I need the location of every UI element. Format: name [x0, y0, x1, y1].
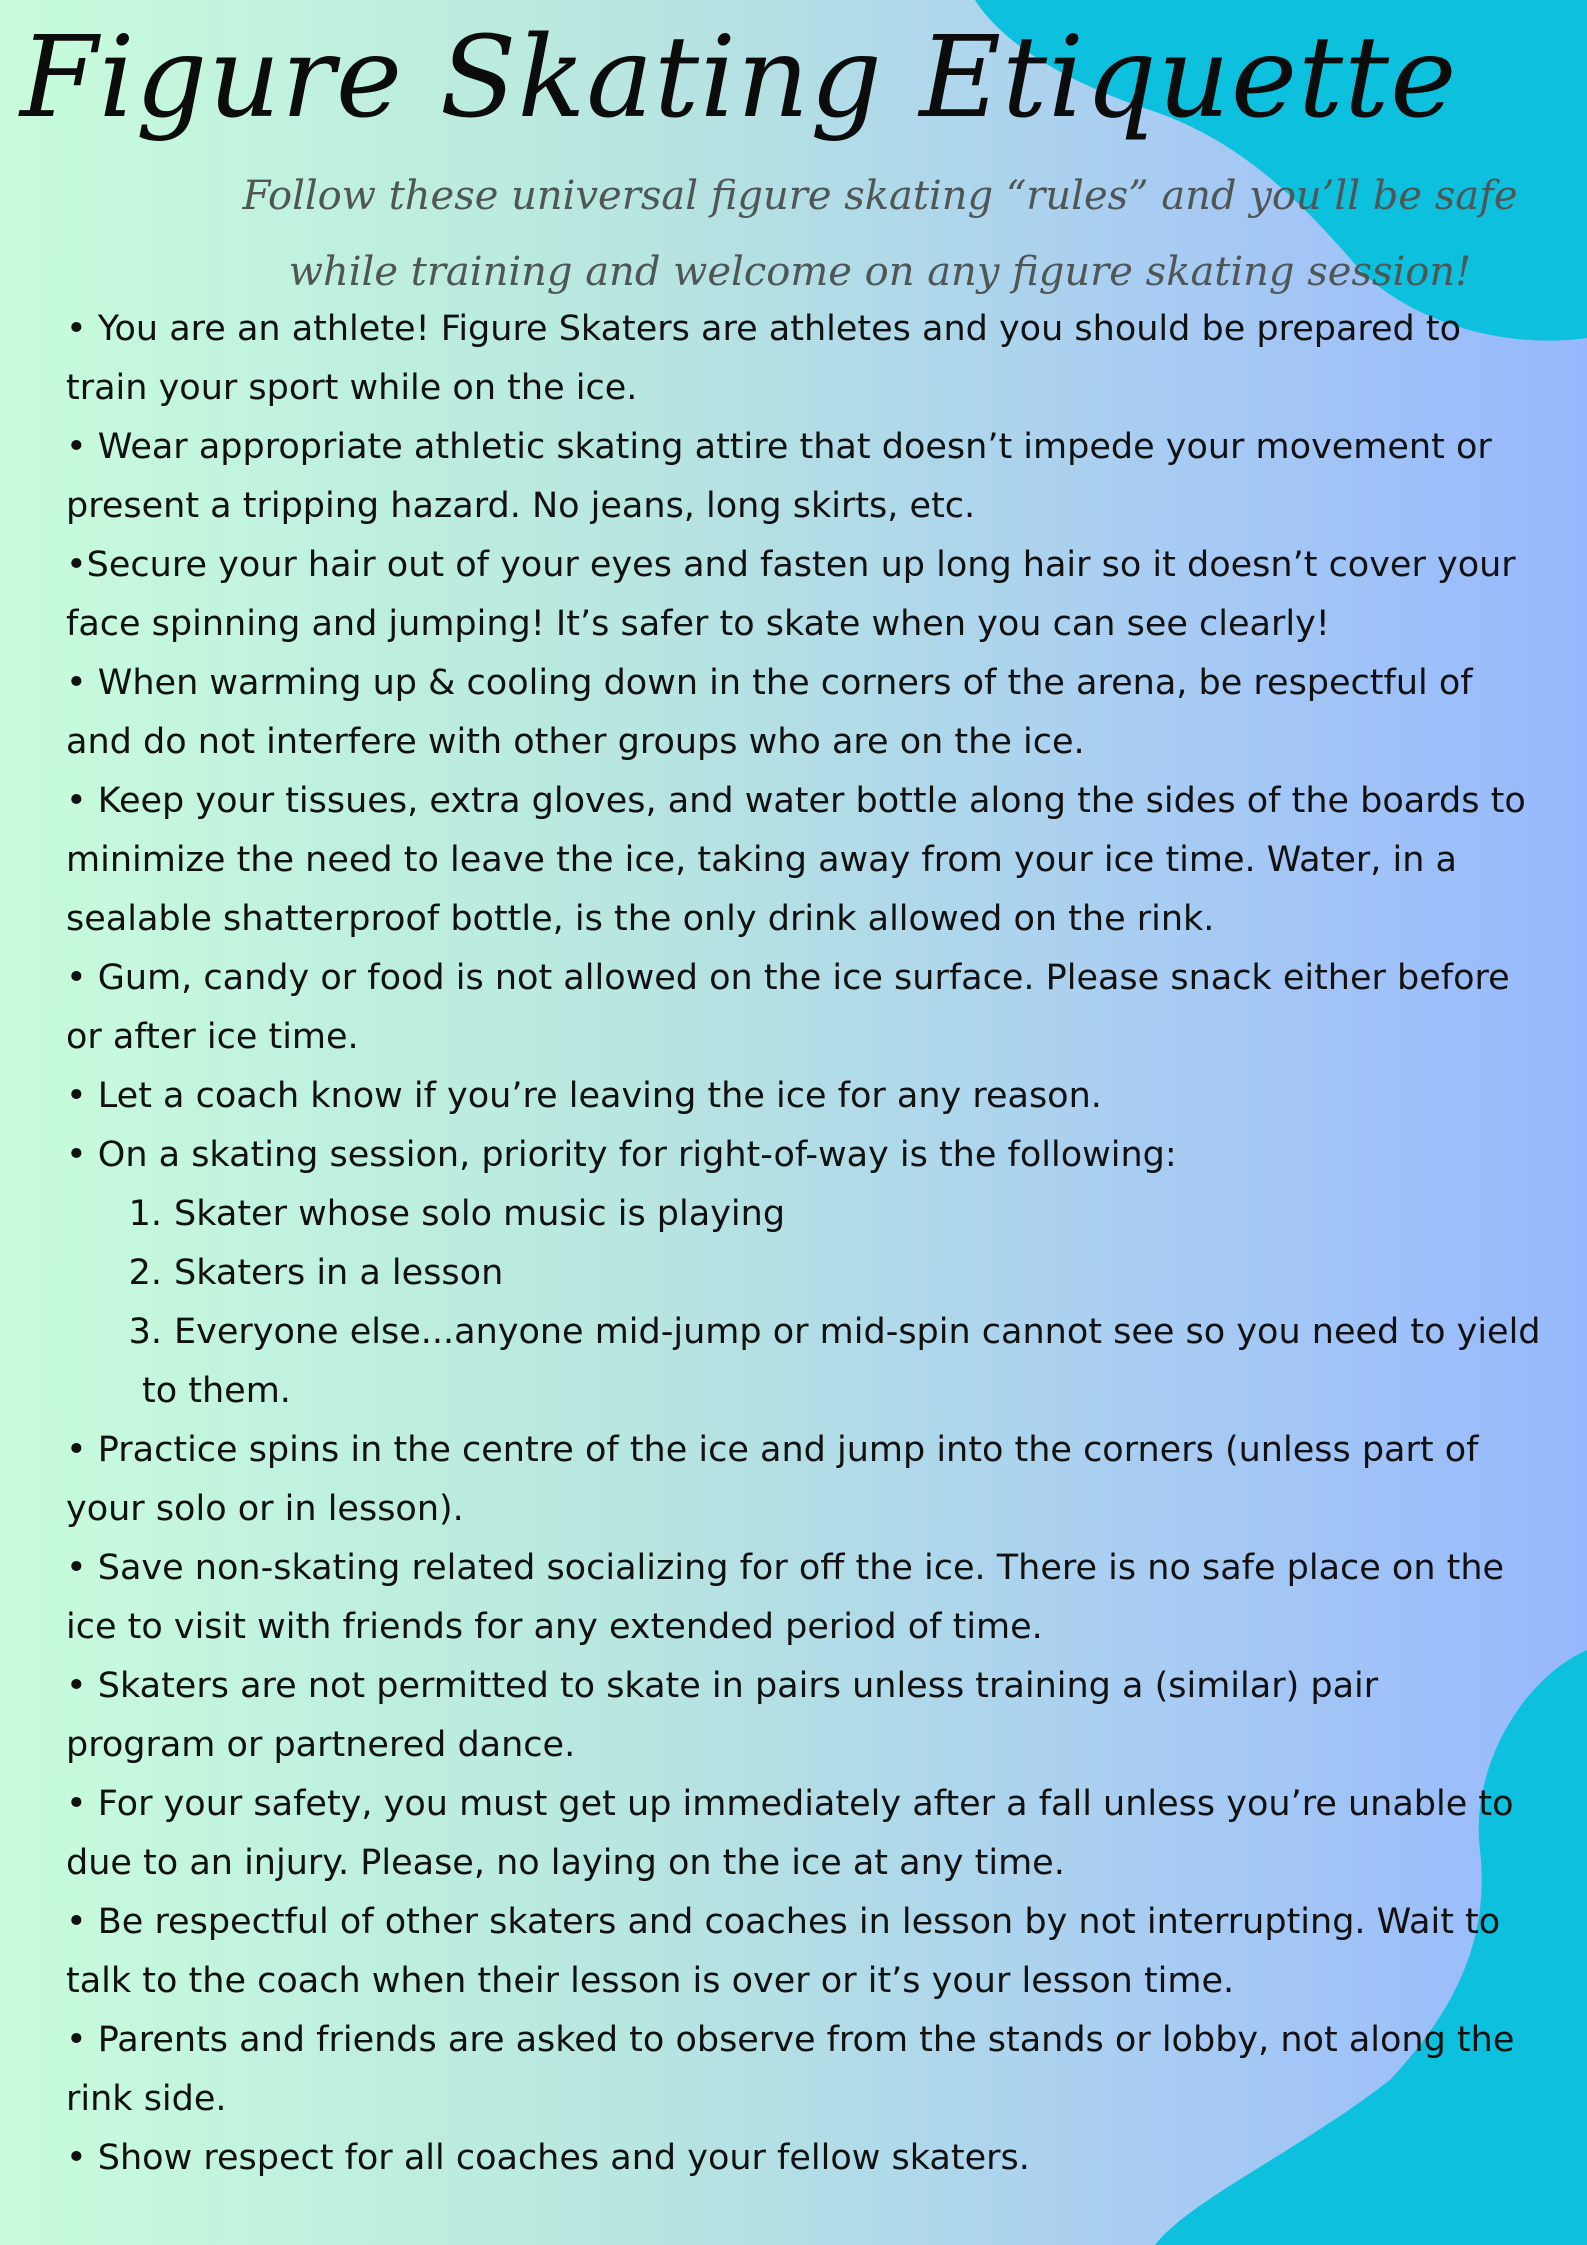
priority-text: Everyone else...anyone mid-jump or mid-spin cannot see so you need to yield to them.: [142, 1312, 1541, 1411]
priority-number: 3.: [128, 1312, 162, 1352]
rule-item: • Wear appropriate athletic skating attire that doesn’t impede your movement or present a tripping hazard. No jeans, long skirts, etc.: [66, 427, 1492, 526]
right-of-way-priority-list: [66, 1185, 1541, 1421]
rule-item: • Parents and friends are asked to observe from the stands or lobby, not along the rink side.: [66, 2020, 1515, 2119]
priority-item: [104, 1244, 1542, 1303]
rule-item: • Skaters are not permitted to skate in pairs unless training a (similar) pair program or partnered dance.: [66, 1666, 1379, 1765]
rule-item: • Show respect for all coaches and your fellow skaters.: [66, 2138, 1030, 2178]
rule-item: • On a skating session, priority for right-of-way is the following:: [66, 1135, 1177, 1175]
priority-number: 2.: [128, 1253, 162, 1293]
rule-item: • Be respectful of other skaters and coaches in lesson by not interrupting. Wait to talk to the coach when their lesson is over or it’s your lesson time.: [66, 1902, 1501, 2001]
rule-item: • When warming up & cooling down in the corners of the arena, be respectful of and do not interfere with other groups who are on the ice.: [66, 663, 1473, 762]
rule-item: • For your safety, you must get up immediately after a fall unless you’re unable to due to an injury. Please, no laying on the ice at any time.: [66, 1784, 1514, 1883]
rule-item: • Practice spins in the centre of the ice and jump into the corners (unless part of your solo or in lesson).: [66, 1430, 1479, 1529]
rule-item: • Let a coach know if you’re leaving the ice for any reason.: [66, 1076, 1102, 1116]
priority-text: Skater whose solo music is playing: [174, 1194, 786, 1234]
priority-number: 1.: [128, 1194, 162, 1234]
rule-item: • Save non-skating related socializing for off the ice. There is no safe place on the ice to visit with friends for any extended period of time.: [66, 1548, 1505, 1647]
page-subtitle: Follow these universal figure skating “rules” and you’ll be safe while training and welcome on any figure skating session!: [242, 173, 1518, 295]
page-title: Figure Skating Etiquette: [20, 13, 1458, 143]
rule-item: • You are an athlete! Figure Skaters are athletes and you should be prepared to train your sport while on the ice.: [66, 309, 1462, 408]
priority-item: [104, 1303, 1542, 1421]
rule-item: • Gum, candy or food is not allowed on the ice surface. Please snack either before or after ice time.: [66, 958, 1510, 1057]
priority-item: [104, 1185, 1542, 1244]
etiquette-rules-list: [66, 300, 1541, 2188]
priority-text: Skaters in a lesson: [174, 1253, 504, 1293]
rule-item: •Secure your hair out of your eyes and fasten up long hair so it doesn’t cover your face spinning and jumping! It’s safer to skate when you can see clearly!: [66, 545, 1516, 644]
rule-item: • Keep your tissues, extra gloves, and water bottle along the sides of the boards to minimize the need to leave the ice, taking away from your ice time. Water, in a sealable shatterproof bottle, is the only drink allowed on the rink.: [66, 781, 1526, 939]
